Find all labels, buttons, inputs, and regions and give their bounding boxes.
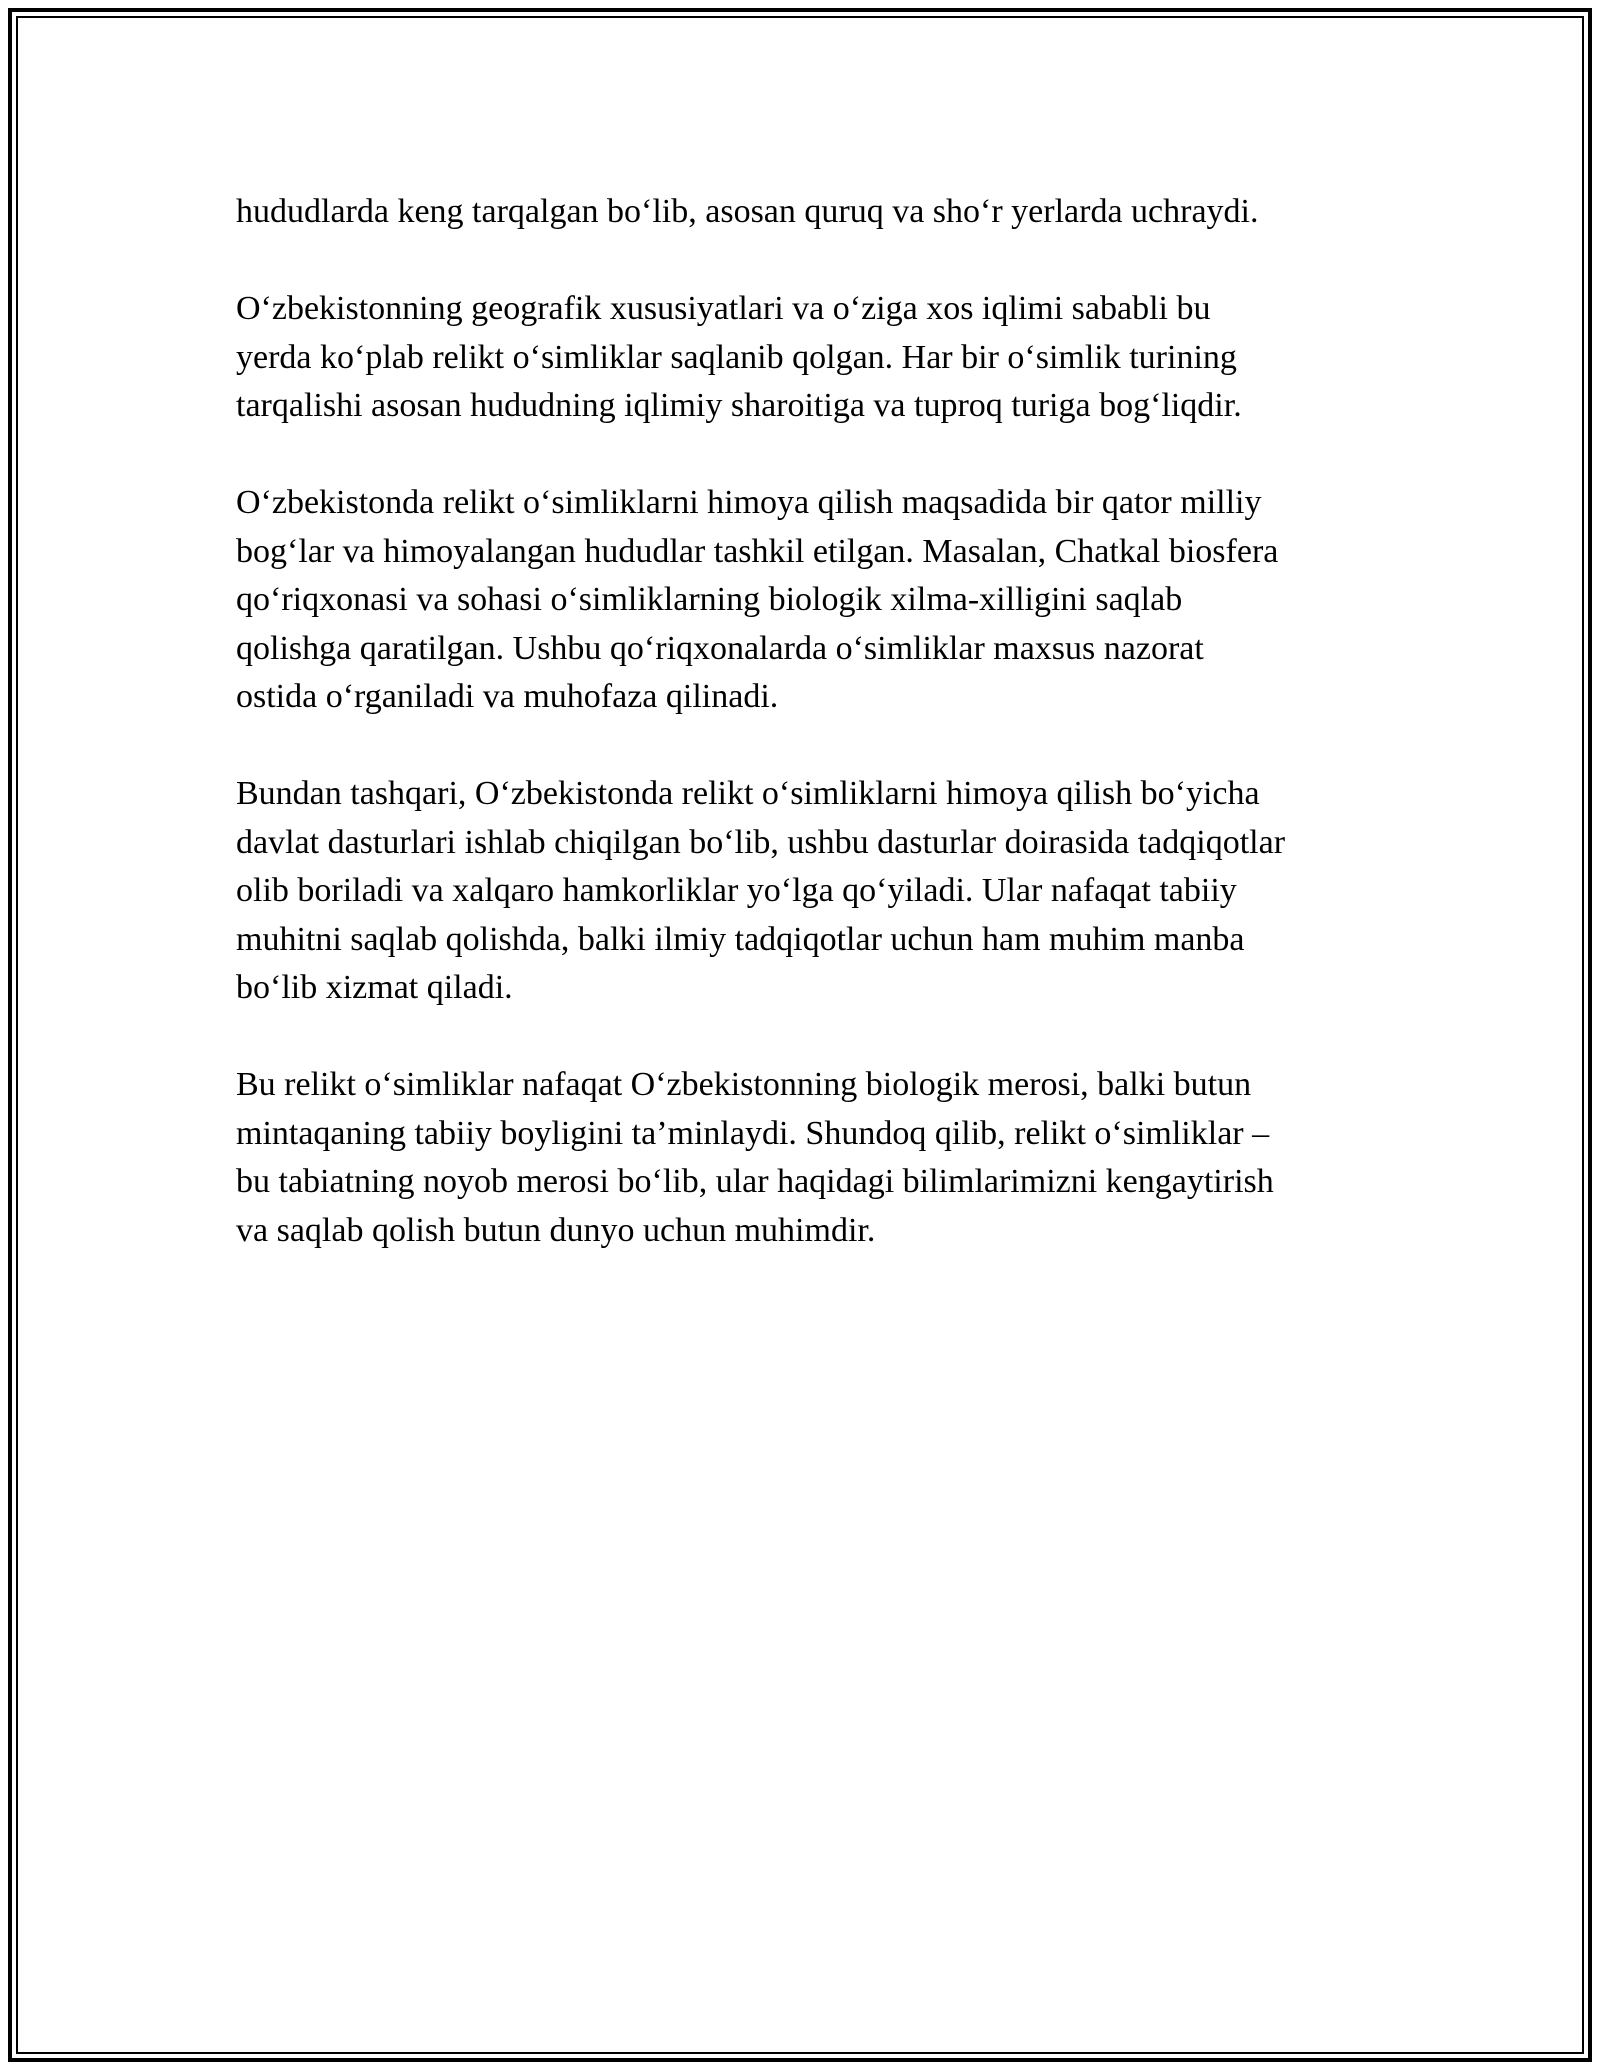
document-body	[236, 188, 1386, 1304]
paragraph-geography: O‘zbekistonning geografik xususiyatlari va o‘ziga xos iqlimi sababli bu yerda ko‘plab relikt o‘simliklar saqlanib qolgan. Har bir o‘simlik turining tarqalishi asosan hududning iqlimiy sharoitiga va tuproq turiga bog‘liqdir.	[236, 290, 1242, 424]
paragraph-state-programs: Bundan tashqari, O‘zbekistonda relikt o‘simliklarni himoya qilish bo‘yicha davlat dasturlari ishlab chiqilgan bo‘lib, ushbu dasturlar doirasida tadqiqotlar olib boriladi va xalqaro hamkorliklar yo‘lga qo‘yiladi. Ular nafaqat tabiiy muhitni saqlab qolishda, balki ilmiy tadqiqotlar uchun ham muhim manba bo‘lib xizmat qiladi.	[236, 775, 1286, 1006]
paragraph-conclusion: Bu relikt o‘simliklar nafaqat O‘zbekistonning biologik merosi, balki butun mintaqaning tabiiy boyligini ta’minlaydi. Shundoq qilib, relikt o‘simliklar – bu tabiatning noyob merosi bo‘lib, ular haqidagi bilimlarimizni kengaytirish va saqlab qolish butun dunyo uchun muhimdir.	[236, 1066, 1274, 1249]
paragraph-protection: O‘zbekistonda relikt o‘simliklarni himoya qilish maqsadida bir qator milliy bog‘lar va himoyalangan hududlar tashkil etilgan. Masalan, Chatkal biosfera qo‘riqxonasi va sohasi o‘simliklarning biologik xilma-xilligini saqlab qolishga qaratilgan. Ushbu qo‘riqxonalarda o‘simliklar maxsus nazorat ostida o‘rganiladi va muhofaza qilinadi.	[236, 484, 1279, 715]
paragraph-continuation: hududlarda keng tarqalgan bo‘lib, asosan quruq va sho‘r yerlarda uchraydi.	[236, 193, 1259, 230]
